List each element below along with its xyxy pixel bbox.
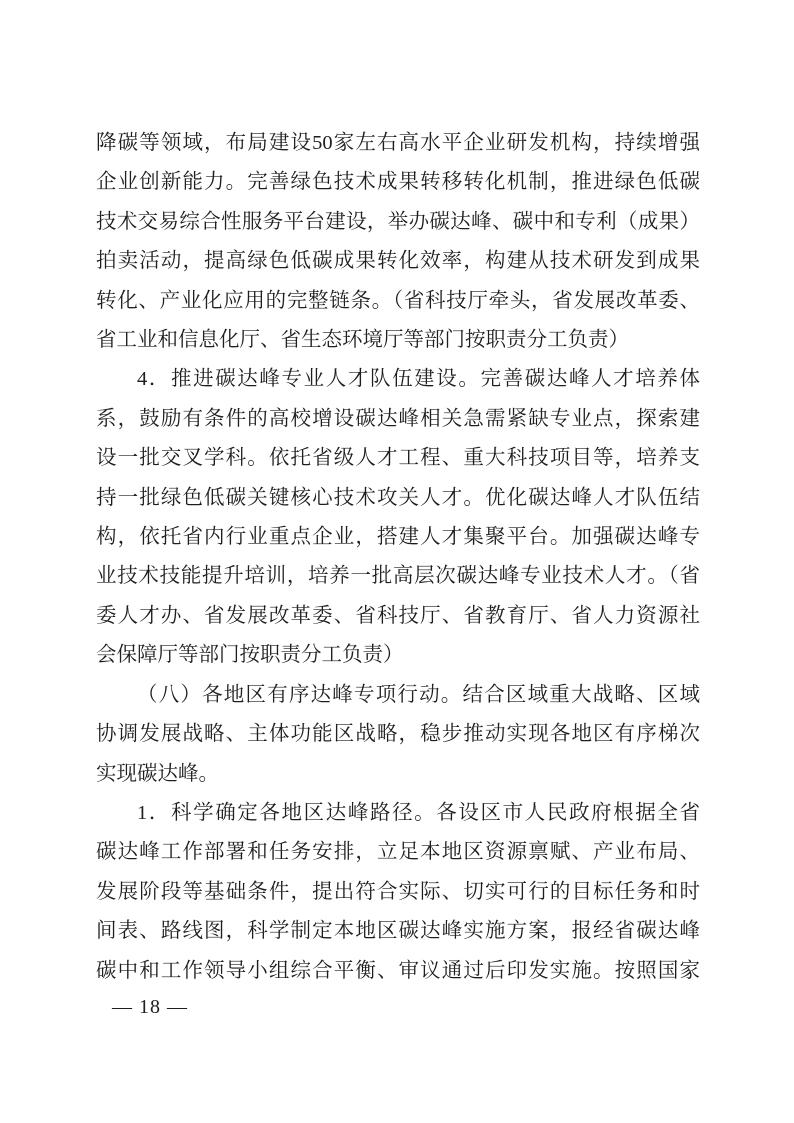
paragraph	[96, 676, 700, 794]
text-line: 设一批交叉学科。依托省级人才工程、重大科技项目等，培养支	[96, 447, 700, 470]
text-line: 构，依托省内行业重点企业，搭建人才集聚平台。加强碳达峰专	[96, 526, 700, 549]
text-block	[96, 124, 700, 991]
text-line: 碳中和工作领导小组综合平衡、审议通过后印发实施。按照国家	[96, 959, 700, 982]
text-line: 技术交易综合性服务平台建设，举办碳达峰、碳中和专利（成果）	[96, 210, 700, 233]
paragraph	[96, 360, 700, 675]
text-line: 降碳等领域，布局建设50家左右高水平企业研发机构，持续增强	[96, 132, 700, 154]
text-line: 系，鼓励有条件的高校增设碳达峰相关急需紧缺专业点，探索建	[96, 407, 700, 430]
text-line: 实现碳达峰。	[96, 762, 219, 785]
paragraph	[96, 124, 700, 360]
text-line: 协调发展战略、主体功能区战略，稳步推动实现各地区有序梯次	[96, 723, 700, 746]
text-line: 发展阶段等基础条件，提出符合实际、切实可行的目标任务和时	[96, 880, 700, 903]
page-number: — 18 —	[112, 996, 188, 1018]
text-line: （八）各地区有序达峰专项行动。结合区域重大战略、区域	[137, 683, 700, 706]
text-line: 4．推进碳达峰专业人才队伍建设。完善碳达峰人才培养体	[137, 368, 700, 391]
text-line: 业技术技能提升培训，培养一批高层次碳达峰专业技术人才。（省	[96, 565, 700, 588]
text-line: 间表、路线图，科学制定本地区碳达峰实施方案，报经省碳达峰	[96, 920, 700, 943]
paragraph	[96, 794, 700, 991]
text-line: 省工业和信息化厅、省生态环境厅等部门按职责分工负责）	[96, 329, 629, 352]
text-line: 拍卖活动，提高绿色低碳成果转化效率，构建从技术研发到成果	[96, 250, 700, 273]
text-line: 1．科学确定各地区达峰路径。各设区市人民政府根据全省	[137, 801, 700, 824]
text-line: 委人才办、省发展改革委、省科技厅、省教育厅、省人力资源社	[96, 604, 700, 627]
text-line: 碳达峰工作部署和任务安排，立足本地区资源禀赋、产业布局、	[96, 841, 700, 864]
text-line: 企业创新能力。完善绿色技术成果转移转化机制，推进绿色低碳	[96, 171, 700, 194]
text-line: 转化、产业化应用的完整链条。（省科技厅牵头，省发展改革委、	[96, 289, 700, 312]
text-line: 持一批绿色低碳关键核心技术攻关人才。优化碳达峰人才队伍结	[96, 486, 700, 509]
text-line: 会保障厅等部门按职责分工负责）	[96, 644, 404, 667]
